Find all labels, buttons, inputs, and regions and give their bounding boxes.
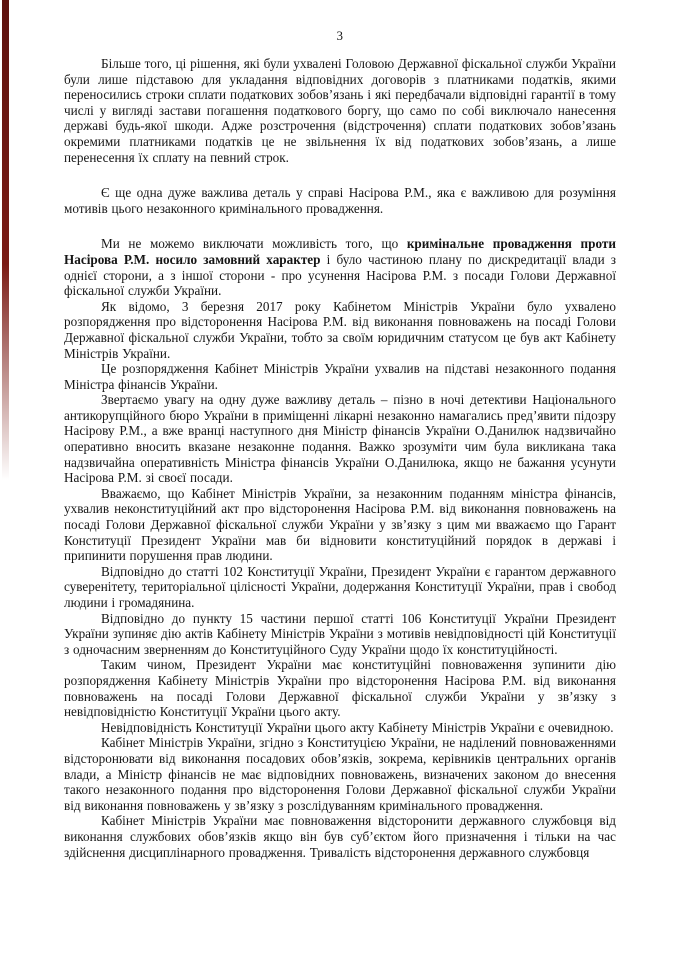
- paragraph-bold-text: кримінальне провадження проти Насірова Р.М. носило замовний характер: [64, 236, 616, 267]
- paragraph-text: Кабінет Міністрів України має повноваження відсторонити державного службовця від виконання службових обов’язків якщо він був суб’єктом його призначення і тільки на час здійснення дисциплінарного провадження. Тривалість відсторонення державного службовця: [64, 813, 616, 860]
- paragraph: [64, 392, 616, 486]
- paragraph: [64, 486, 616, 564]
- paragraph-text: і було частиною плану по дискредитації влади з однієї сторони, а з іншої сторони - про усунення Насірова Р.М. з посади Голови Державної фіскальної служби України.: [64, 251, 616, 299]
- paragraph-text: Це розпорядження Кабінет Міністрів України ухвалив на підставі незаконного подання Міністра фінансів України.: [64, 361, 616, 392]
- paragraph-text: Ми не можемо виключати можливість того, що: [101, 236, 407, 252]
- paragraph: [64, 611, 616, 658]
- paragraph-text: Невідповідність Конституції України цього акту Кабінету Міністрів України є очевидною.: [101, 719, 614, 735]
- paragraph: [64, 236, 616, 298]
- paragraph-text: Звертаємо увагу на одну дуже важливу деталь – пізно в ночі детективи Національного антикорупційного бюро України в приміщенні лікарні незаконно намагались пред’явити підозру Насірову Р.М., а вже вранці наступного дня Міністр фінансів України О.Данилюк надзвичайно оперативно вносить вказане незаконне подання. Важко зрозуміти чим була викликана така надзвичайна оперативність Міністра фінансів України О.Данилюка, якщо не бажання усунути Насірова Р.М. зі своєї посади.: [64, 392, 616, 486]
- page-number: 3: [336, 28, 344, 43]
- paragraph-text: Як відомо, 3 березня 2017 року Кабінетом Міністрів України було ухвалено розпорядження про відсторонення Насірова Р.М. від виконання повноважень на посаді Голови Державної фіскальної служби України, тобто за своїм юридичним статусом це був акт Кабінету Міністрів України.: [64, 298, 616, 361]
- page-content: [64, 28, 616, 860]
- scan-edge-artifact: [2, 0, 9, 480]
- paragraph: [64, 361, 616, 392]
- paragraph-text: Відповідно до статті 102 Конституції України, Президент України є гарантом державного суверенітету, територіальної цілісності України, додержання Конституції України, прав і свобод людини і громадянина.: [64, 563, 616, 610]
- paragraph: [64, 735, 616, 813]
- paragraph-text: Відповідно до пункту 15 частини першої статті 106 Конституції України Президент України зупиняє дію актів Кабінету Міністрів України з мотивів невідповідності цій Конституції з одночасним зверненням до Конституційного Суду України щодо їх конституційності.: [64, 610, 616, 657]
- paragraph: [64, 564, 616, 611]
- paragraph: [64, 657, 616, 719]
- paragraph-text: Більше того, ці рішення, які були ухвалені Головою Державної фіскальної служби України були лише підставою для укладання відповідних договорів з платниками податків, якими переносились строки сплати податкових зобов’язань і які передбачали відповідні гарантії в тому числі у вигляді застави погашення податкового боргу, що само по собі виключало нанесення державі будь-якої шкоди. Адже розстрочення (відстрочення) сплати податкових зобов’язань окремими платниками податків це не звільнення їх від податкових зобов’язань, а лише перенесення їх сплату на певний строк.: [64, 56, 616, 165]
- paragraph-text: Таким чином, Президент України має конституційні повноваження зупинити дію розпорядження Кабінету Міністрів України про відсторонення Насірова Р.М. від виконання повноважень на посаді Голови Державної фіскальної служби України у зв’язку з невідповідністю Конституції України цього акту.: [64, 657, 616, 720]
- paragraph: [64, 720, 616, 736]
- paragraph-text: Вважаємо, що Кабінет Міністрів України, за незаконним поданням міністра фінансів, ухвалив неконституційний акт про відсторонення Насірова Р.М. від виконання повноважень на посаді Голови Державної фіскальної служби України у зв’язку з цим ми вважаємо що Гарант Конституції Президент України мав би відновити конституційний порядок в державі і припинити порушення прав людини.: [64, 485, 616, 564]
- paragraphs-container: [64, 56, 616, 860]
- paragraph: [64, 299, 616, 361]
- paragraph: [64, 56, 616, 165]
- paragraph-text: Кабінет Міністрів України, згідно з Конституцією України, не наділений повноваженнями відсторонювати від виконання посадових обов’язків, зокрема, керівників центральних органів влади, а Міністр фінансів не має відповідних повноважень, визначених законом до внесення такого незаконного подання про відсторонення Голови Державної фіскальної служби України від виконання повноважень у зв’язку з розслідуванням кримінального провадження.: [64, 735, 616, 813]
- paragraph: [64, 185, 616, 216]
- paragraph: [64, 813, 616, 860]
- paragraph-text: Є ще одна дуже важлива деталь у справі Насірова Р.М., яка є важливою для розуміння мотивів цього незаконного кримінального провадження.: [64, 185, 616, 216]
